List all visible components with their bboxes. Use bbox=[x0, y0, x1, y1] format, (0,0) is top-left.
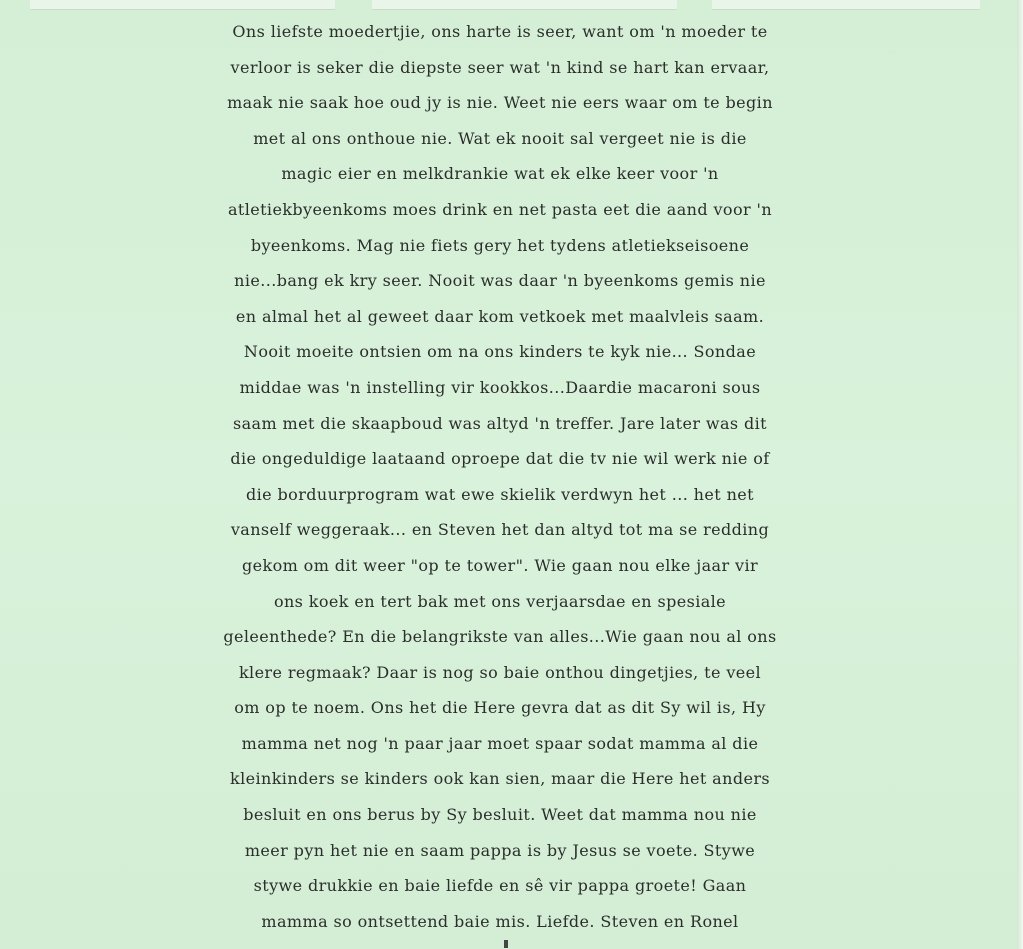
print-mark bbox=[504, 940, 508, 948]
adjacent-column-edge bbox=[372, 0, 677, 10]
notice-line: maak nie saak hoe oud jy is nie. Weet nie eers waar om te begin bbox=[227, 93, 773, 113]
notice-line: byeenkoms. Mag nie fiets gery het tydens atletiekseisoene bbox=[250, 235, 750, 255]
notice-line: met al ons onthoue nie. Wat ek nooit sal vergeet nie is die bbox=[253, 128, 747, 148]
notice-line: mamma net nog 'n paar jaar moet spaar sodat mamma al die bbox=[241, 733, 759, 753]
notice-line: die borduurprogram wat ewe skielik verdwyn het ... het net bbox=[246, 484, 754, 504]
notice-line: saam met die skaapboud was altyd 'n treffer. Jare later was dit bbox=[232, 413, 767, 433]
notice-line: magic eier en melkdrankie wat ek elke keer voor 'n bbox=[281, 164, 719, 184]
notice-line: middae was 'n instelling vir kookkos...Daardie macaroni sous bbox=[239, 377, 761, 397]
notice-line: Ons liefste moedertjie, ons harte is seer, want om 'n moeder te bbox=[232, 22, 768, 41]
notice-line: nie...bang ek kry seer. Nooit was daar 'n byeenkoms gemis nie bbox=[234, 271, 766, 291]
notice-line: besluit en ons berus by Sy besluit. Weet dat mamma nou nie bbox=[243, 805, 757, 825]
notice-line: om op te noem. Ons het die Here gevra dat as dit Sy wil is, Hy bbox=[234, 698, 766, 718]
notice-line: kleinkinders se kinders ook kan sien, maar die Here het anders bbox=[230, 769, 770, 789]
adjacent-column-edge bbox=[30, 0, 335, 10]
memorial-notice-text bbox=[0, 14, 1000, 939]
notice-line: verloor is seker die diepste seer wat 'n kind se hart kan ervaar, bbox=[230, 57, 770, 77]
notice-line: en almal het al geweet daar kom vetkoek met maalvleis saam. bbox=[235, 306, 765, 326]
notice-line: stywe drukkie en baie liefde en sê vir pappa groete! Gaan bbox=[253, 876, 747, 896]
notice-line: ons koek en tert bak met ons verjaarsdae en spesiale bbox=[273, 591, 727, 611]
notice-line: meer pyn het nie en saam pappa is by Jesus se voete. Stywe bbox=[244, 840, 756, 860]
adjacent-column-edge bbox=[712, 0, 980, 10]
notice-line: mamma so ontsettend baie mis. Liefde. Steven en Ronel bbox=[261, 911, 739, 931]
clipping-edge bbox=[1017, 0, 1023, 949]
notice-line: gekom om dit weer "op te tower". Wie gaan nou elke jaar vir bbox=[241, 555, 759, 575]
notice-line: atletiekbyeenkoms moes drink en net pasta eet die aand voor 'n bbox=[227, 199, 773, 219]
notice-line: vanself weggeraak... en Steven het dan altyd tot ma se redding bbox=[230, 520, 770, 540]
notice-line: Nooit moeite ontsien om na ons kinders te kyk nie... Sondae bbox=[243, 342, 757, 362]
notice-line: klere regmaak? Daar is nog so baie onthou dingetjies, te veel bbox=[238, 662, 762, 682]
notice-line: die ongeduldige laataand oproepe dat die tv nie wil werk nie of bbox=[230, 449, 770, 469]
notice-line: geleenthede? En die belangrikste van alles...Wie gaan nou al ons bbox=[223, 627, 777, 647]
